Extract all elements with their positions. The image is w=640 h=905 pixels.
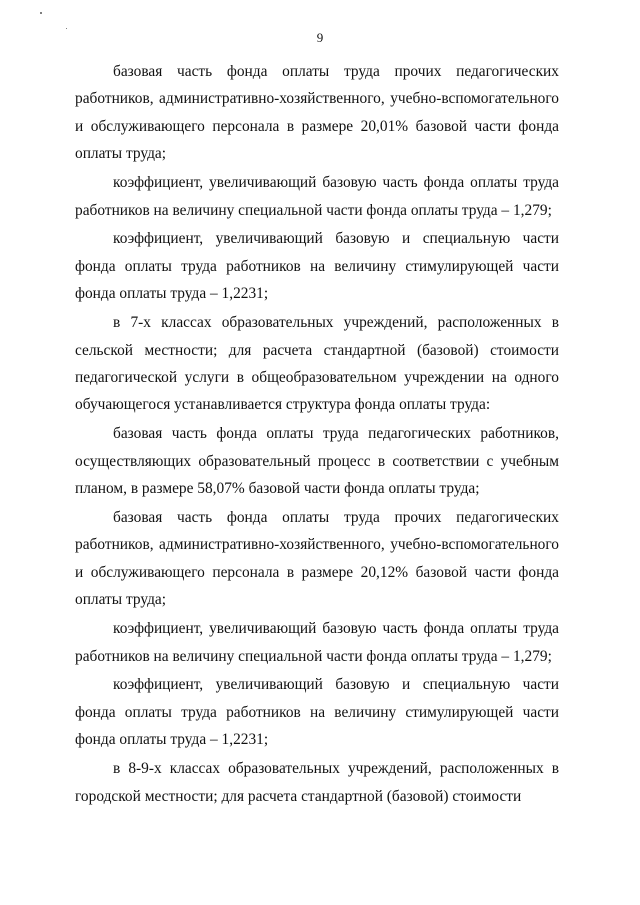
paragraph: в 8-9-х классах образовательных учреждений, расположенных в городской местности; для расчета стандартной (базовой) стоимости xyxy=(75,760,559,805)
page-number: 9 xyxy=(316,30,324,45)
document-body xyxy=(75,58,559,811)
paragraph: коэффициент, увеличивающий базовую и специальную части фонда оплаты труда работников на величину стимулирующей части фонда оплаты труда – 1,2231; xyxy=(75,676,559,749)
paragraph: коэффициент, увеличивающий базовую часть фонда оплаты труда работников на величину специальной части фонда оплаты труда – 1,279; xyxy=(75,174,559,219)
paragraph: коэффициент, увеличивающий базовую и специальную части фонда оплаты труда работников на величину стимулирующей части фонда оплаты труда – 1,2231; xyxy=(75,230,559,303)
paragraph: базовая часть фонда оплаты труда педагогических работников, осуществляющих образовательный процесс в соответствии с учебным планом, в размере 58,07% базовой части фонда оплаты труда; xyxy=(75,425,559,498)
scan-speck xyxy=(66,28,67,29)
scan-speck xyxy=(40,12,42,14)
paragraph: коэффициент, увеличивающий базовую часть фонда оплаты труда работников на величину специальной части фонда оплаты труда – 1,279; xyxy=(75,620,559,665)
paragraph: в 7-х классах образовательных учреждений, расположенных в сельской местности; для расчета стандартной (базовой) стоимости педагогической услуги в общеобразовательном учреждении на одного обучающегося устанавливается структура фонда оплаты труда: xyxy=(75,314,559,414)
paragraph: базовая часть фонда оплаты труда прочих педагогических работников, административно-хозяйственного, учебно-вспомогательного и обслуживающего персонала в размере 20,12% базовой части фонда оплаты труда; xyxy=(75,509,559,609)
paragraph: базовая часть фонда оплаты труда прочих педагогических работников, административно-хозяйственного, учебно-вспомогательного и обслуживающего персонала в размере 20,01% базовой части фонда оплаты труда; xyxy=(75,63,559,163)
